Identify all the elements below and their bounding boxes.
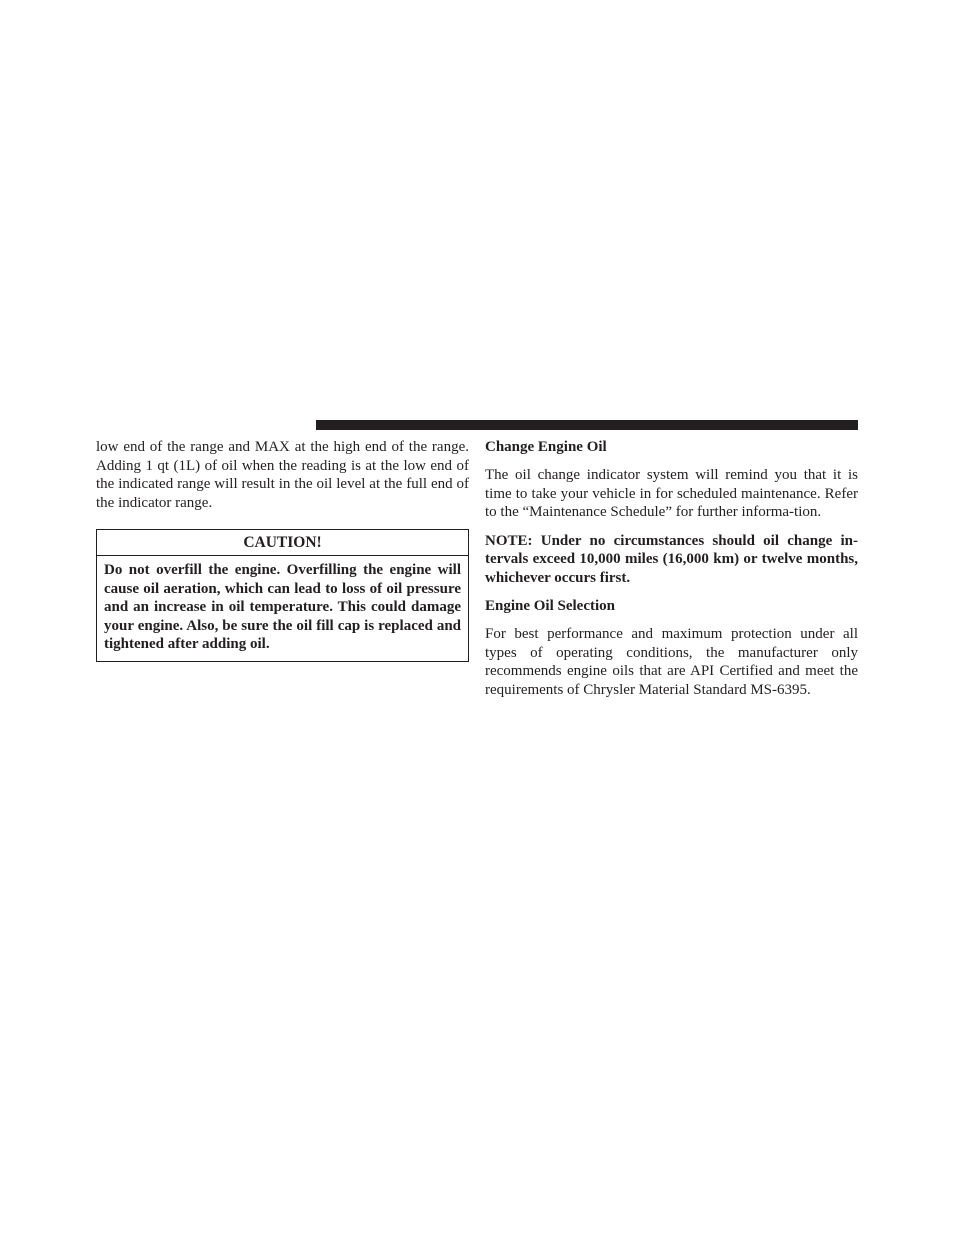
caution-body: Do not overfill the engine. Overfilling the engine will cause oil aeration, which can lead to loss of oil pressure and an increase in oil temperature. This could damage your engine. Also, be sure the oil fill cap is replaced and tightened after adding oil. [104, 562, 461, 652]
change-engine-oil-heading: Change Engine Oil [485, 439, 607, 455]
caution-title: CAUTION! [97, 530, 468, 556]
oil-change-note: NOTE: Under no circumstances should oil change in-tervals exceed 10,000 miles (16,000 km) or twelve months, whichever occurs first. [485, 532, 858, 586]
section-header-bar [316, 420, 858, 430]
engine-oil-selection-heading: Engine Oil Selection [485, 598, 616, 614]
right-column [485, 438, 858, 699]
oil-level-paragraph: low end of the range and MAX at the high end of the range. Adding 1 qt (1L) of oil when the reading is at the low end of the indicated range will result in the oil level at the full end of the indicator range. [96, 439, 469, 511]
engine-oil-selection-paragraph: For best performance and maximum protection under all types of operating conditions, the manufacturer only recommends engine oils that are API Certified and meet the requirements of Chrysler Material Standard MS-6395. [485, 626, 858, 698]
change-engine-oil-paragraph: The oil change indicator system will remind you that it is time to take your vehicle in for scheduled maintenance. Refer to the “Maintenance Schedule” for further informa-tion. [485, 467, 858, 520]
left-column [96, 438, 469, 662]
caution-box [96, 529, 469, 662]
